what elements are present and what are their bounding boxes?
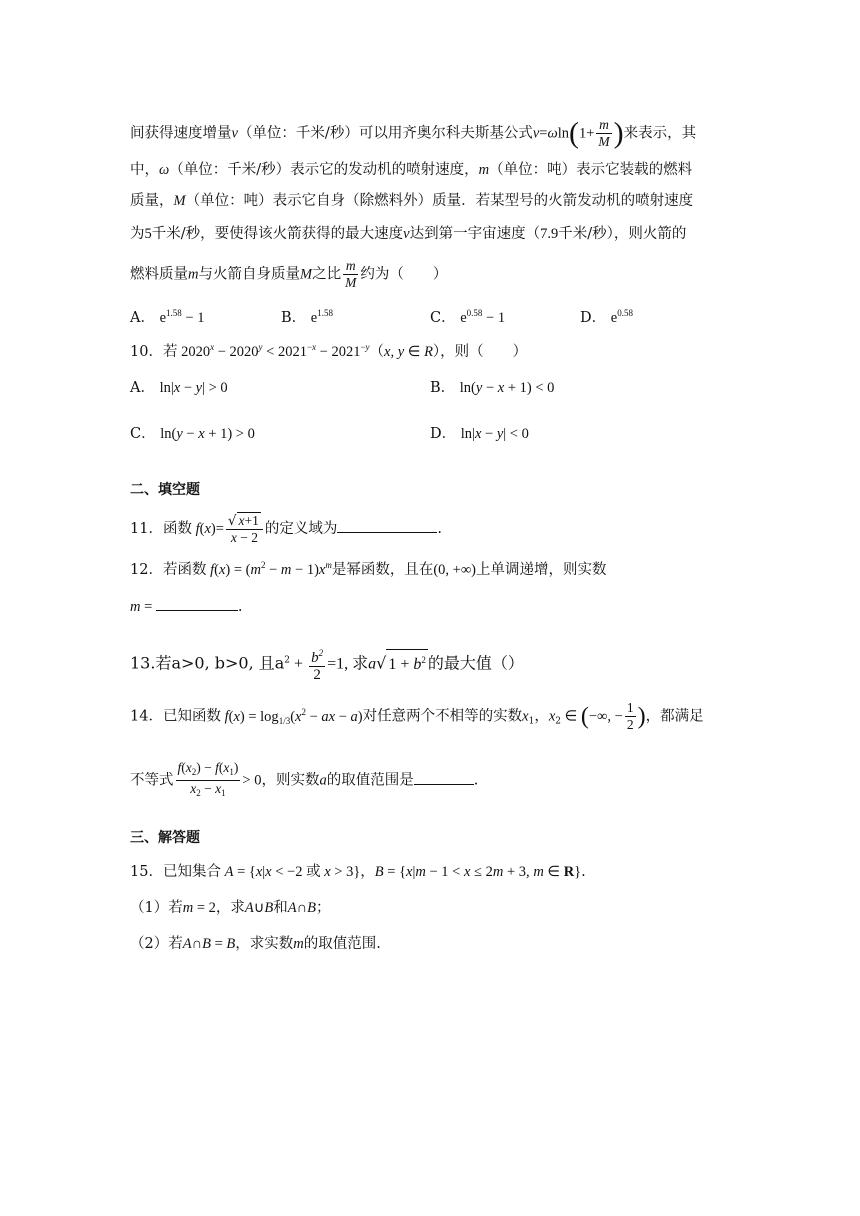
q12-line-1: 12．若函数 $f(x) = (m^2 - m - 1)x^m$是幂函数，且在(0, +∞)上单调递增，则实数 (130, 560, 607, 578)
q15-part-1: （1）若m = 2，求A∪B和A∩B； (130, 900, 331, 916)
q9-option-a: A． $e^{1.58} - 1$ (130, 308, 205, 326)
q11: 11．函数 f(x)= $\frac{√ x+1}{x - 2}$ 的定义域为 . (130, 513, 442, 545)
q15-stem: 15．已知集合 A = {x|x < −2 或 x > 3}，B = {x|m − 1 < x ≤ 2m + 3, m ∈ R}. (130, 864, 586, 880)
q9-option-c: C． $e^{0.58} - 1$ (430, 308, 506, 326)
q15-part-2: （2）若A∩B = B，求实数m的取值范围. (130, 936, 381, 952)
q9-option-d: D． $e^{0.58}$ (580, 308, 633, 326)
q10-option-a: A． ln|x − y| > 0 (130, 380, 228, 396)
q10-stem: 10．若 $2020^x - 2020^y < 2021^{-x} - 2021^{-y}(x$, y ∈ R），则（ ） (130, 342, 528, 360)
q9-line-2: 中，ω（单位：千米/秒）表示它的发动机的喷射速度，m（单位：吨）表示它装载的燃料 (130, 162, 693, 178)
section-2-heading: 二、填空题 (130, 482, 200, 498)
q14-line-1: 14．已知函数 $f(x) = \log_{1/3}(x^2$ − ax − a)对任意两个不相等的实数$x_1$，$x_2$ ∈ (−∞, − $\frac{1}{2}$ )，都满足 (130, 700, 704, 732)
q9-option-b: B． $e^{1.58}$ (281, 308, 333, 326)
q9-line-3: 质量，M（单位：吨）表示它自身（除燃料外）质量．若某型号的火箭发动机的喷射速度 (130, 193, 694, 209)
fraction-m-over-M: $\frac{m}{M}$ (598, 117, 610, 149)
answer-blank (414, 770, 474, 785)
answer-blank (156, 596, 238, 611)
q9-text: 间获得速度增量 (130, 125, 232, 142)
math-v: v (231, 125, 238, 142)
q12-line-2: m = . (130, 596, 740, 617)
q9-line-1: 间获得速度增量v（单位：千米/秒）可以用齐奥尔科夫斯基公式v=ωln(1+ $\frac{m}{M}$ )来表示，其 (130, 116, 697, 150)
q14-line-2: 不等式 $\frac{f(x_2) - f(x_1)}{x_2 - x_1}$ > 0，则实数a的取值范围是 . (130, 760, 479, 798)
q13: 13.若a>0, b>0, 且$a^2$ + $\frac{b^2}{2}$ =1, 求a√ $1 + b^2$ 的最大值（） (130, 645, 740, 683)
section-3-heading: 三、解答题 (130, 830, 200, 846)
q10-option-d: D． ln|x − y| < 0 (430, 426, 529, 442)
math-formula: v (532, 125, 540, 142)
q9-text: 来表示，其 (623, 125, 697, 142)
q10-option-c: C． ln(y − x + 1) > 0 (130, 426, 255, 442)
q10-option-b: B． ln(y − x + 1) < 0 (430, 380, 555, 396)
q9-line-5: 燃料质量m与火箭自身质量M之比 $\frac{m}{M}$ 约为（ ） (130, 258, 448, 290)
q9-text: （单位：千米/秒）可以用齐奥尔科夫斯基公式 (237, 125, 533, 142)
answer-blank (337, 518, 437, 533)
q9-line-4: 为5千米/秒，要使得该火箭获得的最大速度v达到第一宇宙速度（7.9千米/秒），则火箭的 (130, 226, 687, 242)
